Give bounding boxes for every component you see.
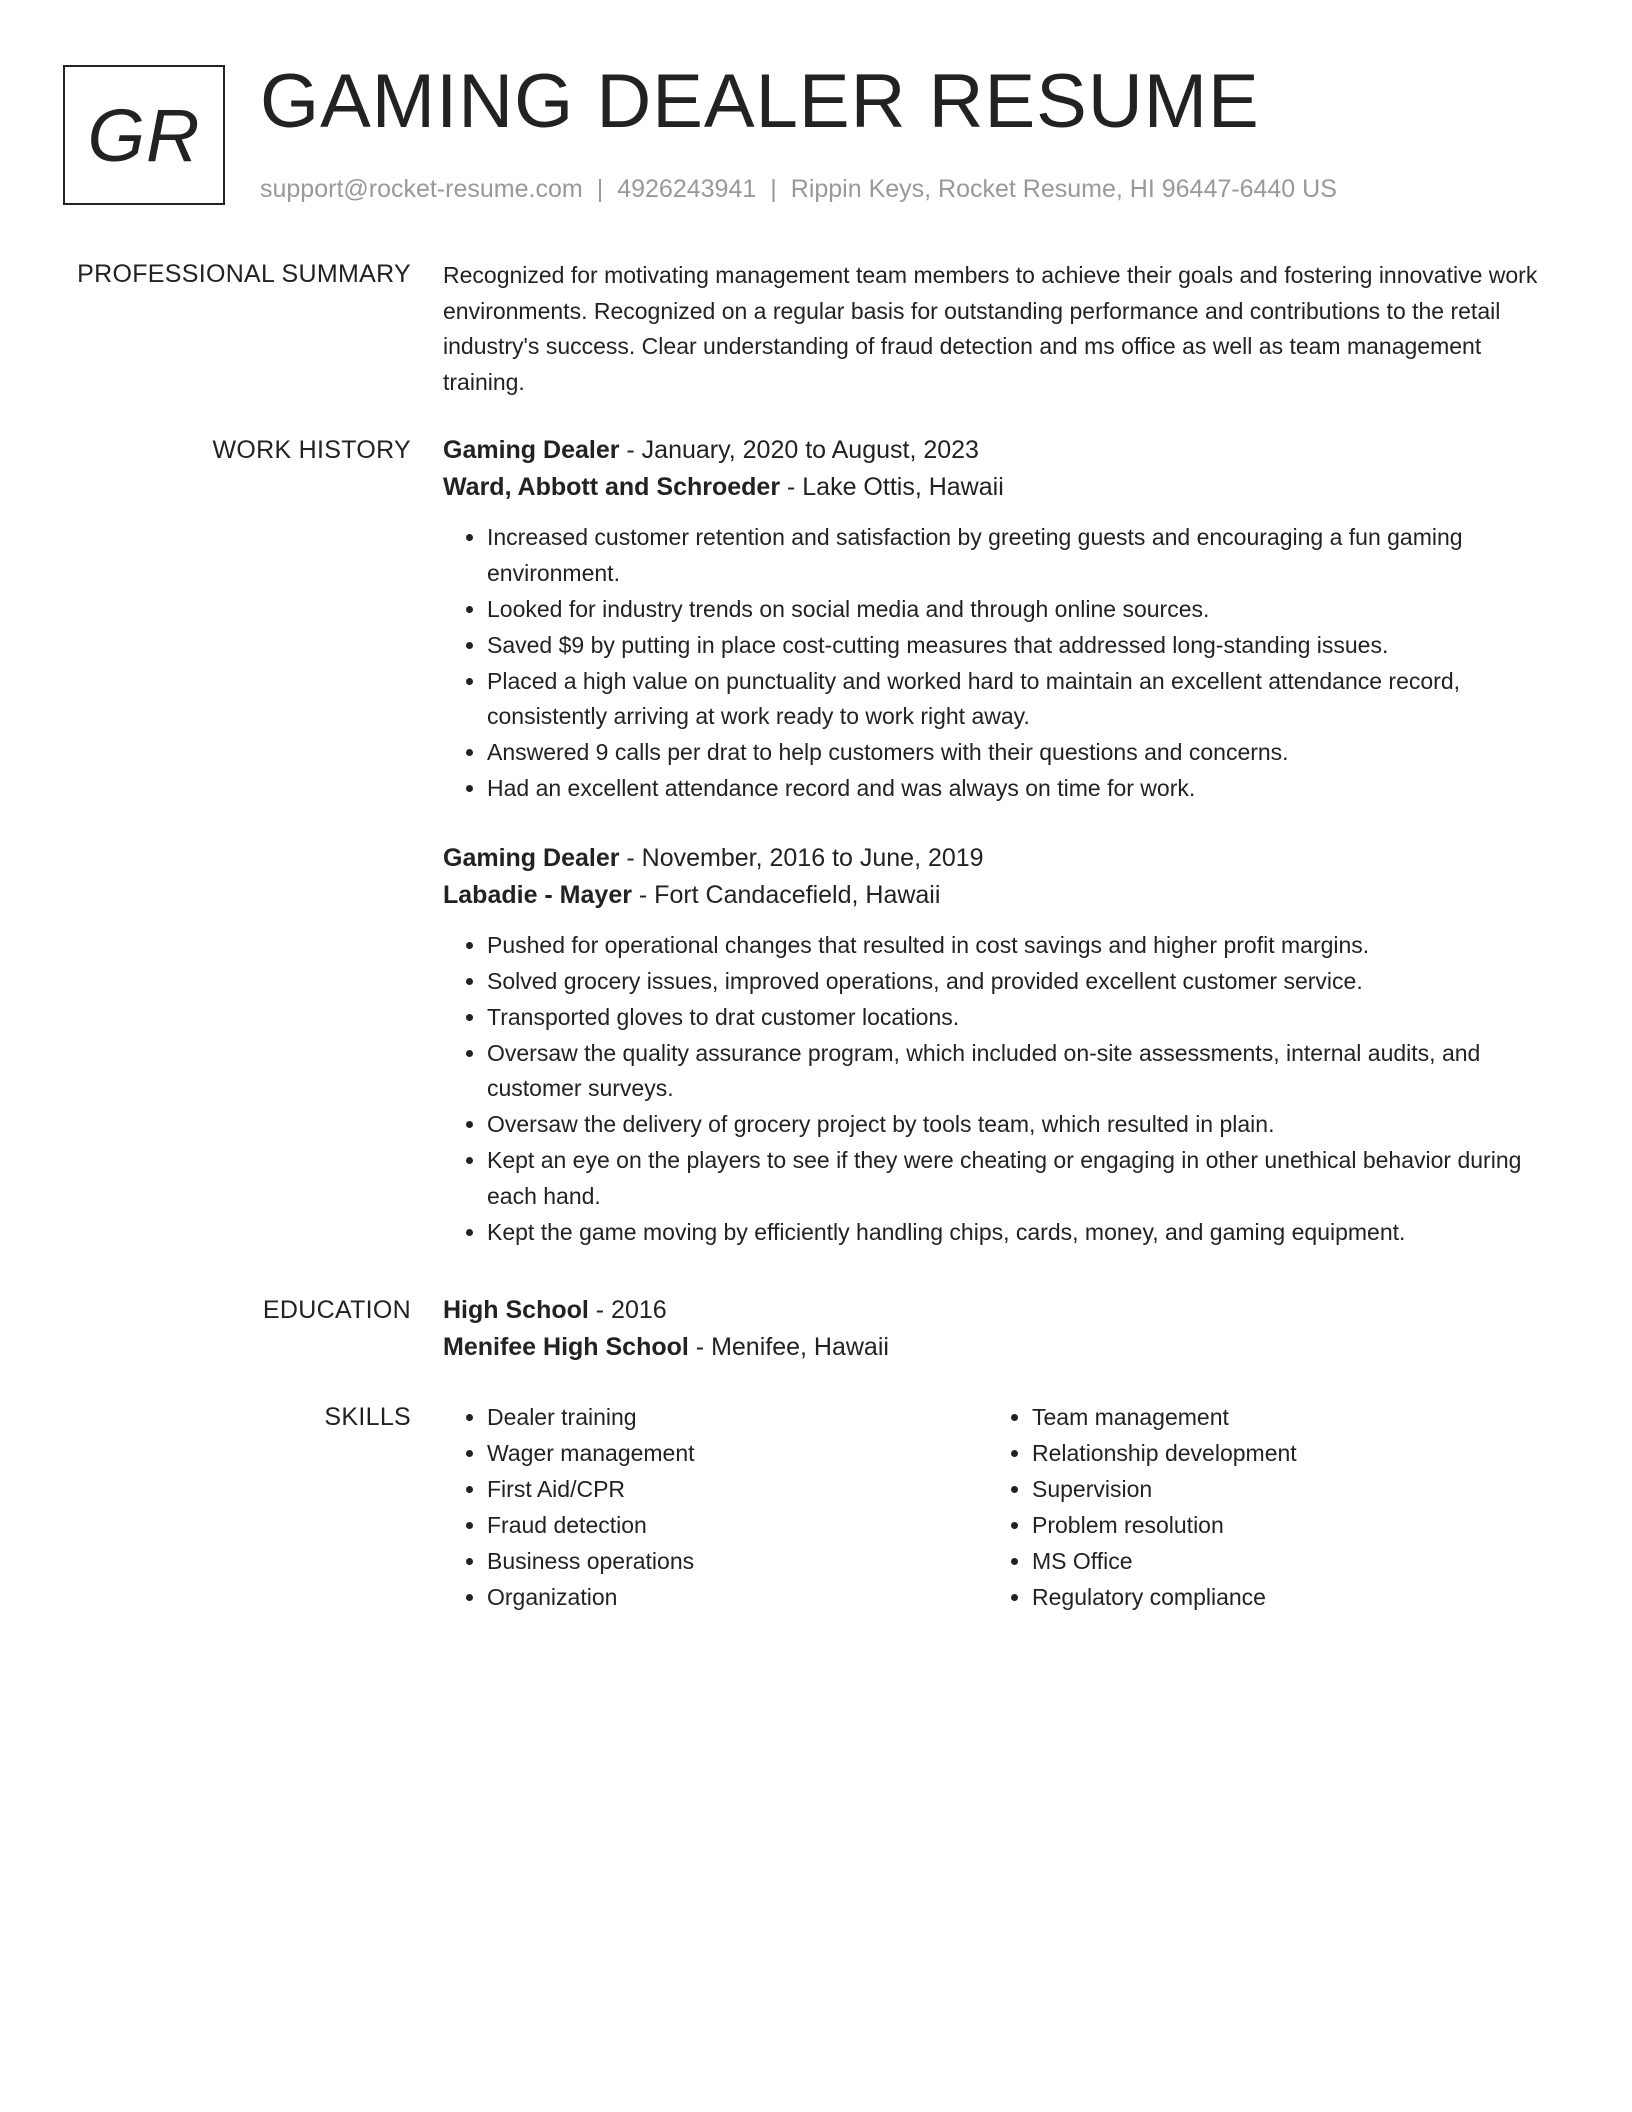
job-bullet: • Answered 9 calls per drat to help customers with their questions and concerns. — [487, 735, 1553, 771]
skills-list-left — [443, 1400, 988, 1616]
job-location: - Lake Ottis, Hawaii — [780, 473, 1004, 501]
job-bullet: • Pushed for operational changes that resulted in cost savings and higher profit margins. — [487, 928, 1553, 964]
education-school: Menifee High School — [443, 1333, 689, 1361]
skill-item: • Dealer training — [487, 1400, 988, 1436]
skill-item: • Business operations — [487, 1544, 988, 1580]
job-title-line — [443, 432, 1553, 469]
job-location: - Fort Candacefield, Hawaii — [631, 880, 941, 909]
job-bullet: • Solved grocery issues, improved operations, and provided excellent customer service. — [487, 964, 1553, 1000]
job-dates: - November, 2016 to June, 2019 — [619, 843, 984, 872]
job-bullet: • Placed a high value on punctuality and worked hard to maintain an excellent attendance record, consistently arriving at work ready to work right away. — [487, 664, 1553, 735]
education-degree-line — [443, 1292, 1553, 1329]
skill-item: • Team management — [1032, 1400, 1533, 1436]
summary-label: PROFESSIONAL SUMMARY — [77, 260, 411, 288]
skill-item: • Supervision — [1032, 1472, 1533, 1508]
skill-item: • Fraud detection — [487, 1508, 988, 1544]
job-entry — [443, 840, 1553, 1251]
contact-separator: | — [596, 175, 604, 203]
contact-email[interactable]: support@rocket-resume.com — [260, 175, 583, 203]
job-bullet: • Kept the game moving by efficiently handling chips, cards, money, and gaming equipment. — [487, 1215, 1553, 1251]
contact-address: Rippin Keys, Rocket Resume, HI 96447-6440 US — [790, 175, 1337, 203]
job-company: Ward, Abbott and Schroeder — [443, 473, 781, 501]
job-title: Gaming Dealer — [443, 843, 620, 872]
skills-label: SKILLS — [324, 1403, 411, 1431]
skill-item: • Regulatory compliance — [1032, 1580, 1533, 1616]
skill-item: • MS Office — [1032, 1544, 1533, 1580]
job-bullet: • Kept an eye on the players to see if they were cheating or engaging in other unethical behavior during each hand. — [487, 1143, 1553, 1214]
job-title-line — [443, 840, 1553, 877]
monogram-initials: GR — [87, 93, 201, 177]
work-history-body — [443, 432, 1553, 1251]
skills-body — [443, 1400, 1553, 1616]
education-year: - 2016 — [588, 1296, 667, 1324]
skill-item: • Problem resolution — [1032, 1508, 1533, 1544]
contact-line — [260, 172, 1337, 206]
job-company-line — [443, 469, 1553, 506]
work-history-label: WORK HISTORY — [212, 436, 411, 464]
job-dates: - January, 2020 to August, 2023 — [619, 436, 979, 464]
summary-body — [443, 258, 1553, 400]
summary-text: Recognized for motivating management team members to achieve their goals and fostering innovative work environments. Recognized on a regular basis for outstanding performance and contributions to the retail industry's success. Clear understanding of fraud detection and ms office as well as team management training. — [443, 262, 1538, 395]
skill-item: • Organization — [487, 1580, 988, 1616]
skills-list-right — [988, 1400, 1533, 1616]
resume-title: GAMING DEALER RESUME — [260, 59, 1260, 144]
job-entry — [443, 432, 1553, 807]
job-bullet: • Oversaw the delivery of grocery project by tools team, which resulted in plain. — [487, 1107, 1553, 1143]
skill-item: • Relationship development — [1032, 1436, 1533, 1472]
job-bullets — [443, 520, 1553, 807]
job-bullets — [443, 928, 1553, 1251]
job-title: Gaming Dealer — [443, 436, 620, 464]
education-label: EDUCATION — [262, 1296, 411, 1324]
job-company-line — [443, 877, 1553, 914]
job-bullet: • Saved $9 by putting in place cost-cutting measures that addressed long-standing issues. — [487, 628, 1553, 664]
job-bullet: • Oversaw the quality assurance program, which included on-site assessments, internal audits, and customer surveys. — [487, 1036, 1553, 1107]
skills-column-right — [988, 1400, 1533, 1616]
skill-item: • Wager management — [487, 1436, 988, 1472]
education-degree: High School — [443, 1296, 589, 1324]
job-bullet: • Had an excellent attendance record and was always on time for work. — [487, 771, 1553, 807]
skills-columns — [443, 1400, 1553, 1616]
job-bullet: • Increased customer retention and satisfaction by greeting guests and encouraging a fun gaming environment. — [487, 520, 1553, 591]
education-body — [443, 1292, 1553, 1366]
job-bullet: • Looked for industry trends on social media and through online sources. — [487, 592, 1553, 628]
job-company: Labadie - Mayer — [443, 880, 632, 909]
education-school-line — [443, 1329, 1553, 1366]
education-location: - Menifee, Hawaii — [688, 1333, 889, 1361]
contact-separator: | — [770, 175, 777, 203]
skills-column-left — [443, 1400, 988, 1616]
skill-item: • First Aid/CPR — [487, 1472, 988, 1508]
monogram-box — [63, 65, 225, 205]
contact-phone[interactable]: 4926243941 — [617, 175, 757, 203]
job-bullet: • Transported gloves to drat customer locations. — [487, 1000, 1553, 1036]
